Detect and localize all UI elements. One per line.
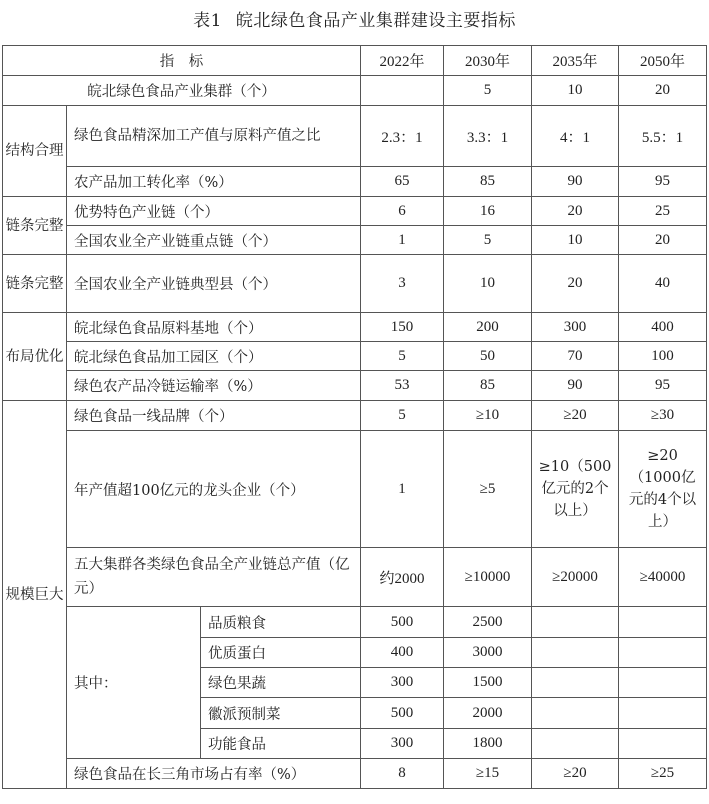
row-label: 皖北绿色食品产业集群（个） bbox=[3, 76, 361, 106]
cell-2050-empty bbox=[619, 698, 707, 729]
cell-2050: ≥25 bbox=[619, 759, 707, 789]
row-label: 绿色农产品冷链运输率（%） bbox=[67, 371, 361, 401]
sub-label: 绿色果蔬 bbox=[201, 668, 361, 698]
table-row bbox=[3, 76, 707, 106]
cell-2030: 85 bbox=[444, 167, 532, 197]
sub-label: 品质粮食 bbox=[201, 607, 361, 638]
cell-2022: 2.3：1 bbox=[361, 106, 444, 167]
table-row bbox=[3, 607, 707, 638]
row-label: 绿色食品精深加工产值与原料产值之比 bbox=[67, 106, 361, 167]
table-row bbox=[3, 371, 707, 401]
cell-2035-empty bbox=[532, 607, 619, 638]
cell-2050: 95 bbox=[619, 167, 707, 197]
table-row bbox=[3, 226, 707, 255]
cell-2030: 2000 bbox=[444, 698, 532, 729]
cell-2022 bbox=[361, 76, 444, 106]
category-chain: 链条完整 bbox=[3, 255, 67, 313]
table-row bbox=[3, 431, 707, 548]
cell-2022: 500 bbox=[361, 698, 444, 729]
cell-2030: 50 bbox=[444, 342, 532, 371]
header-2050: 2050年 bbox=[619, 46, 707, 76]
table-row bbox=[3, 255, 707, 313]
table-row bbox=[3, 197, 707, 226]
row-label: 全国农业全产业链典型县（个） bbox=[67, 255, 361, 313]
sub-label: 徽派预制菜 bbox=[201, 698, 361, 729]
cell-2035: 10 bbox=[532, 226, 619, 255]
cell-2050: 20 bbox=[619, 226, 707, 255]
cell-2050: 20 bbox=[619, 76, 707, 106]
cell-2030: 5 bbox=[444, 76, 532, 106]
header-2035: 2035年 bbox=[532, 46, 619, 76]
cell-2035-empty bbox=[532, 698, 619, 729]
cell-2050: 100 bbox=[619, 342, 707, 371]
cell-2030: ≥10 bbox=[444, 401, 532, 431]
row-label: 年产值超100亿元的龙头企业（个） bbox=[67, 431, 361, 548]
cell-2022: 1 bbox=[361, 431, 444, 548]
cell-2022: 6 bbox=[361, 197, 444, 226]
cell-2035: 4：1 bbox=[532, 106, 619, 167]
table-row bbox=[3, 313, 707, 342]
sub-label: 优质蛋白 bbox=[201, 638, 361, 668]
cell-2022: 300 bbox=[361, 668, 444, 698]
cell-2030: ≥5 bbox=[444, 431, 532, 548]
cell-2035: 90 bbox=[532, 371, 619, 401]
header-row bbox=[3, 46, 707, 76]
cell-2030: 2500 bbox=[444, 607, 532, 638]
cell-2030: 1500 bbox=[444, 668, 532, 698]
cell-2022: 53 bbox=[361, 371, 444, 401]
cell-2035: 90 bbox=[532, 167, 619, 197]
category-layout: 布局优化 bbox=[3, 313, 67, 401]
cell-2050: 400 bbox=[619, 313, 707, 342]
cell-2050-empty bbox=[619, 638, 707, 668]
cell-2035-empty bbox=[532, 668, 619, 698]
cell-2022: 5 bbox=[361, 342, 444, 371]
row-label: 全国农业全产业链重点链（个） bbox=[67, 226, 361, 255]
cell-2030: 85 bbox=[444, 371, 532, 401]
cell-2050: 95 bbox=[619, 371, 707, 401]
category-chain: 链条完整 bbox=[3, 197, 67, 255]
table-row bbox=[3, 342, 707, 371]
cell-2035: ≥20 bbox=[532, 759, 619, 789]
cell-2030: 3.3：1 bbox=[444, 106, 532, 167]
cell-2035: 70 bbox=[532, 342, 619, 371]
cell-2022: 150 bbox=[361, 313, 444, 342]
header-2030: 2030年 bbox=[444, 46, 532, 76]
cell-2030: 200 bbox=[444, 313, 532, 342]
row-label: 农产品加工转化率（%） bbox=[67, 167, 361, 197]
cell-2050: 25 bbox=[619, 197, 707, 226]
cell-2050: 40 bbox=[619, 255, 707, 313]
cell-2035: 20 bbox=[532, 255, 619, 313]
category-structure: 结构合理 bbox=[3, 106, 67, 197]
cell-2030: ≥10000 bbox=[444, 548, 532, 607]
cell-2050-empty bbox=[619, 668, 707, 698]
cell-2050-empty bbox=[619, 729, 707, 759]
cell-2035-empty bbox=[532, 729, 619, 759]
table-row bbox=[3, 759, 707, 789]
cell-2022: 8 bbox=[361, 759, 444, 789]
cell-2050-empty bbox=[619, 607, 707, 638]
cell-2022: 300 bbox=[361, 729, 444, 759]
cell-2035: ≥10（500亿元的2个以上） bbox=[532, 431, 619, 548]
cell-2030: 5 bbox=[444, 226, 532, 255]
cell-2022: 400 bbox=[361, 638, 444, 668]
cell-2050: ≥40000 bbox=[619, 548, 707, 607]
row-label: 皖北绿色食品加工园区（个） bbox=[67, 342, 361, 371]
cell-2030: ≥15 bbox=[444, 759, 532, 789]
cell-2050: ≥30 bbox=[619, 401, 707, 431]
cell-2030: 10 bbox=[444, 255, 532, 313]
table-row bbox=[3, 548, 707, 607]
header-2022: 2022年 bbox=[361, 46, 444, 76]
header-indicator: 指 标 bbox=[3, 46, 361, 76]
category-scale: 规模巨大 bbox=[3, 401, 67, 789]
table-row bbox=[3, 106, 707, 167]
cell-2050: ≥20（1000亿元的4个以上） bbox=[619, 431, 707, 548]
cell-2050: 5.5：1 bbox=[619, 106, 707, 167]
cell-2035: ≥20 bbox=[532, 401, 619, 431]
cell-2035: 300 bbox=[532, 313, 619, 342]
sub-label: 功能食品 bbox=[201, 729, 361, 759]
among-label: 其中： bbox=[67, 607, 201, 759]
row-label: 绿色食品在长三角市场占有率（%） bbox=[67, 759, 361, 789]
cell-2030: 3000 bbox=[444, 638, 532, 668]
table-number: 表1 bbox=[193, 11, 222, 31]
cell-2035: 20 bbox=[532, 197, 619, 226]
cell-2030: 1800 bbox=[444, 729, 532, 759]
row-label: 绿色食品一线品牌（个） bbox=[67, 401, 361, 431]
table-title-text: 皖北绿色食品产业集群建设主要指标 bbox=[235, 11, 516, 31]
table-row bbox=[3, 167, 707, 197]
table-title bbox=[0, 8, 709, 34]
cell-2022: 1 bbox=[361, 226, 444, 255]
row-label: 五大集群各类绿色食品全产业链总产值（亿元） bbox=[67, 548, 361, 607]
indicator-table bbox=[2, 45, 707, 789]
row-label: 皖北绿色食品原料基地（个） bbox=[67, 313, 361, 342]
cell-2022: 约2000 bbox=[361, 548, 444, 607]
cell-2022: 5 bbox=[361, 401, 444, 431]
cell-2035-empty bbox=[532, 638, 619, 668]
row-label: 优势特色产业链（个） bbox=[67, 197, 361, 226]
cell-2035: 10 bbox=[532, 76, 619, 106]
cell-2022: 3 bbox=[361, 255, 444, 313]
cell-2030: 16 bbox=[444, 197, 532, 226]
cell-2022: 500 bbox=[361, 607, 444, 638]
table-row bbox=[3, 401, 707, 431]
cell-2022: 65 bbox=[361, 167, 444, 197]
cell-2035: ≥20000 bbox=[532, 548, 619, 607]
